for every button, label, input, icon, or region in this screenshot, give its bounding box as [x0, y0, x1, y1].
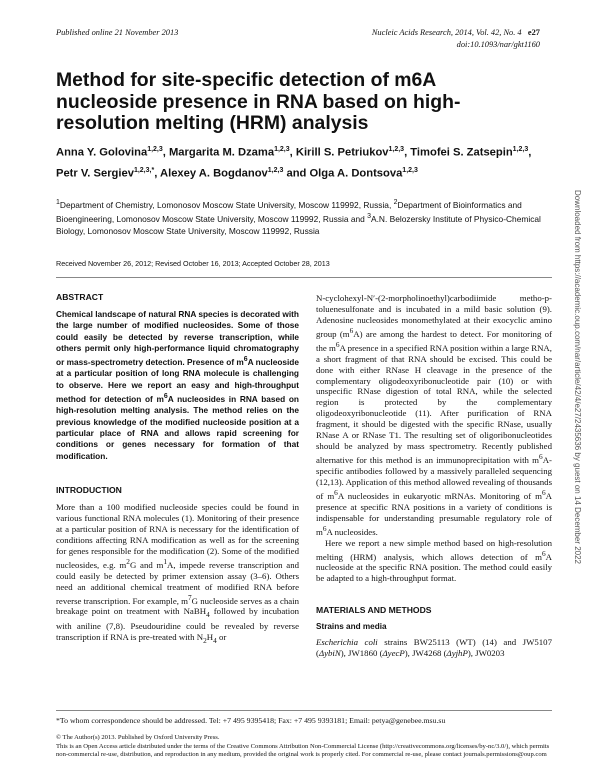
author-name: Anna Y. Golovina [56, 146, 148, 159]
author-affiliation-marker: 1,2,3 [147, 146, 163, 153]
author-affiliation-marker: 1,2,3 [274, 146, 290, 153]
affiliation-sup-3: 3 [367, 213, 372, 220]
author-affiliation-marker: 1,2,3,* [133, 167, 155, 175]
abstract-text: Chemical landscape of natural RNA species is decorated with the large number of modified nucleosides. Some of those could easily be detected by reverse transcription, while others permit only high-performance liquid chromatography or mass-spectrometry detection. Presence of $m^6A$ nucleoside at a particular position of long RNA molecule is challenging to observe. Here we report an easy and high-throughput method for detection of $m^6A$ nucleosides in RNA based on high-resolution melting analysis. The method relies on the previous knowledge of the modified nucleoside position at a particular place of RNA and allows rapid screening for conditions or genes necessary for formation of that modification. [56, 309, 299, 461]
journal-citation [372, 28, 540, 37]
published-date: Published online 21 November 2013 [56, 28, 179, 37]
affiliation-sup-1: 1 [56, 199, 60, 206]
affiliation-sup-2: 2 [393, 199, 398, 206]
received-dates: Received November 26, 2012; Revised October 16, 2013; Accepted October 28, 2013 [56, 259, 330, 268]
strains-text: Escherichia coli strains BW25113 (WT) (14) and JW5107 (ΔybiN), JW1860 (ΔyecP), JW4268 (ΔyjhP), JW0203 [316, 637, 552, 659]
correspondence-footnote: *To whom correspondence should be addressed. Tel: +7 495 9395418; Fax: +7 495 9393181; Email: petya@genebee.msu.su [56, 716, 446, 725]
introduction-text: More than a 100 modified nucleoside species could be found in various functional RNA molecules (1). Monitoring of their presence at a particular position of RNA is necessary for the identification of conditions affecting RNA modification as well as for the screening for genes responsible for the modification (2). Some of the modified nucleosides, e.g. $m^2G$ and $m^1A$, impede reverse transcription and could easily be detected by primer extension assay (3–6). Others need an additional chemical treatment of modified RNA before reverse transcription. For example, $m^7G$ nucleoside serves as a chain breakage point on treatment with NaBH$_4$ followed by incubation with aniline (7,8). Pseudouridine could be revealed by reverse transcription if RNA is pre-treated with $N_2H_4$ or [56, 502, 300, 645]
author-name: Petr V. Sergiev [56, 167, 134, 180]
author-name: Olga A. Dontsova [309, 167, 403, 180]
doi[interactable]: doi:10.1093/nar/gkt1160 [456, 40, 540, 49]
affiliations [56, 197, 548, 237]
author-list [56, 141, 536, 183]
intro-final-paragraph: Here we report a new simple method based on high-resolution melting (HRM) analysis, which allows detection of $m^6A$ nucleoside at the specific RNA position. The method could easily be adapted to a high-throughput format. [316, 537, 552, 584]
author-affiliation-marker: 1,2,3 [267, 167, 284, 175]
author-separator: and [283, 167, 310, 180]
footnote-divider [56, 710, 552, 711]
introduction-heading: INTRODUCTION [56, 485, 122, 495]
copyright-line: © The Author(s) 2013. Published by Oxford University Press. [56, 734, 220, 741]
left-column [56, 292, 299, 647]
license-text: This is an Open Access article distributed under the terms of the Creative Commons Attribution Non-Commercial License (http://creativecommons.org/licenses/by-nc/3.0/), which permits non-commercial re-use, distribution, and reproduction in any medium, provided the original work is properly cited. For commercial re-use, please contact journals.permissions@oup.com [56, 742, 550, 759]
author-name: Timofei S. Zatsepin [410, 146, 513, 159]
journal-name: Nucleic Acids Research, 2014, Vol. 42, No. 4 [371, 28, 522, 37]
methods-heading: MATERIALS AND METHODS [316, 605, 432, 616]
author-name: Kirill S. Petriukov [295, 146, 389, 159]
author-separator: , [404, 146, 411, 159]
author-name: Alexey A. Bogdanov [160, 167, 268, 180]
right-column [316, 293, 552, 659]
affiliation-1: Department of Chemistry, Lomonosov Moscow State University, Moscow 119992, Russia, [59, 199, 392, 210]
strains-heading: Strains and media [316, 622, 387, 632]
author-separator: , [528, 146, 532, 159]
author-affiliation-marker: 1,2,3 [388, 146, 405, 153]
intro-continued-text: N-cyclohexyl-N′-(2-morpholinoethyl)carbodiimide metho-p-toluenesulfonate and is incubated in a mild basic solution (9). Adenosine nucleosides monomethylated at their exocyclic amino group $(m^6A)$ are among the hardest to detect. For monitoring of the $m^6A$ presence in a specified RNA position within a large RNA, a short fragment of that RNA should be excised. This could be done with either RNase H cleavage in the presence of the complementary oligodeoxyribonucleotide pair (10) or with unspecific RNase digestion of total RNA, while the selected region is protected by the complementary oligodeoxyribonucleotide (11). After purification of RNA fragment, it should be digested with the specific RNase, usually RNase A or RNase T1. The resulting set of oligoribonucleotides should be analyzed by mass spectrometry. Recently published alternative for this method is an immunoprecipitation with $m^6A$-specific antibodies followed by a massively paralleled sequencing (12,13). Application of this method allowed revealing of thousands of $m^6A$ nucleosides in eukaryotic mRNAs. Monitoring of $m^6A$ presence at specific RNA positions in a variety of conditions is indispensable for understanding presumable regulatory role of $m^6A$ nucleosides. [316, 293, 553, 537]
author-separator: , [289, 146, 296, 159]
author-separator: , [162, 146, 169, 159]
author-separator: , [154, 167, 161, 180]
affiliation-2: Department of Bioinformatics and Bioengineering, Lomonosov Moscow State University, Moscow 119992, Russia and [56, 199, 522, 224]
download-watermark-text: Downloaded from https://academic.oup.com/nar/article/42/4/e27/2435636 by guest on 14 December 2022 [573, 190, 582, 565]
article-title: Method for site-specific detection of m6A nucleoside presence in RNA based on high-resolution melting (HRM) analysis [56, 69, 461, 135]
author-affiliation-marker: 1,2,3 [402, 167, 418, 175]
article-code: e27 [527, 28, 540, 37]
author-name: Margarita M. Dzama [168, 146, 275, 159]
affiliation-3: A.N. Belozersky Institute of Physico-Chemical Biology, Lomonosov Moscow State University, Moscow 119992, Russia [56, 213, 541, 236]
author-affiliation-marker: 1,2,3 [512, 146, 529, 153]
header-divider [56, 277, 552, 278]
copyright-notice [56, 734, 552, 760]
abstract-heading: ABSTRACT [56, 292, 104, 302]
